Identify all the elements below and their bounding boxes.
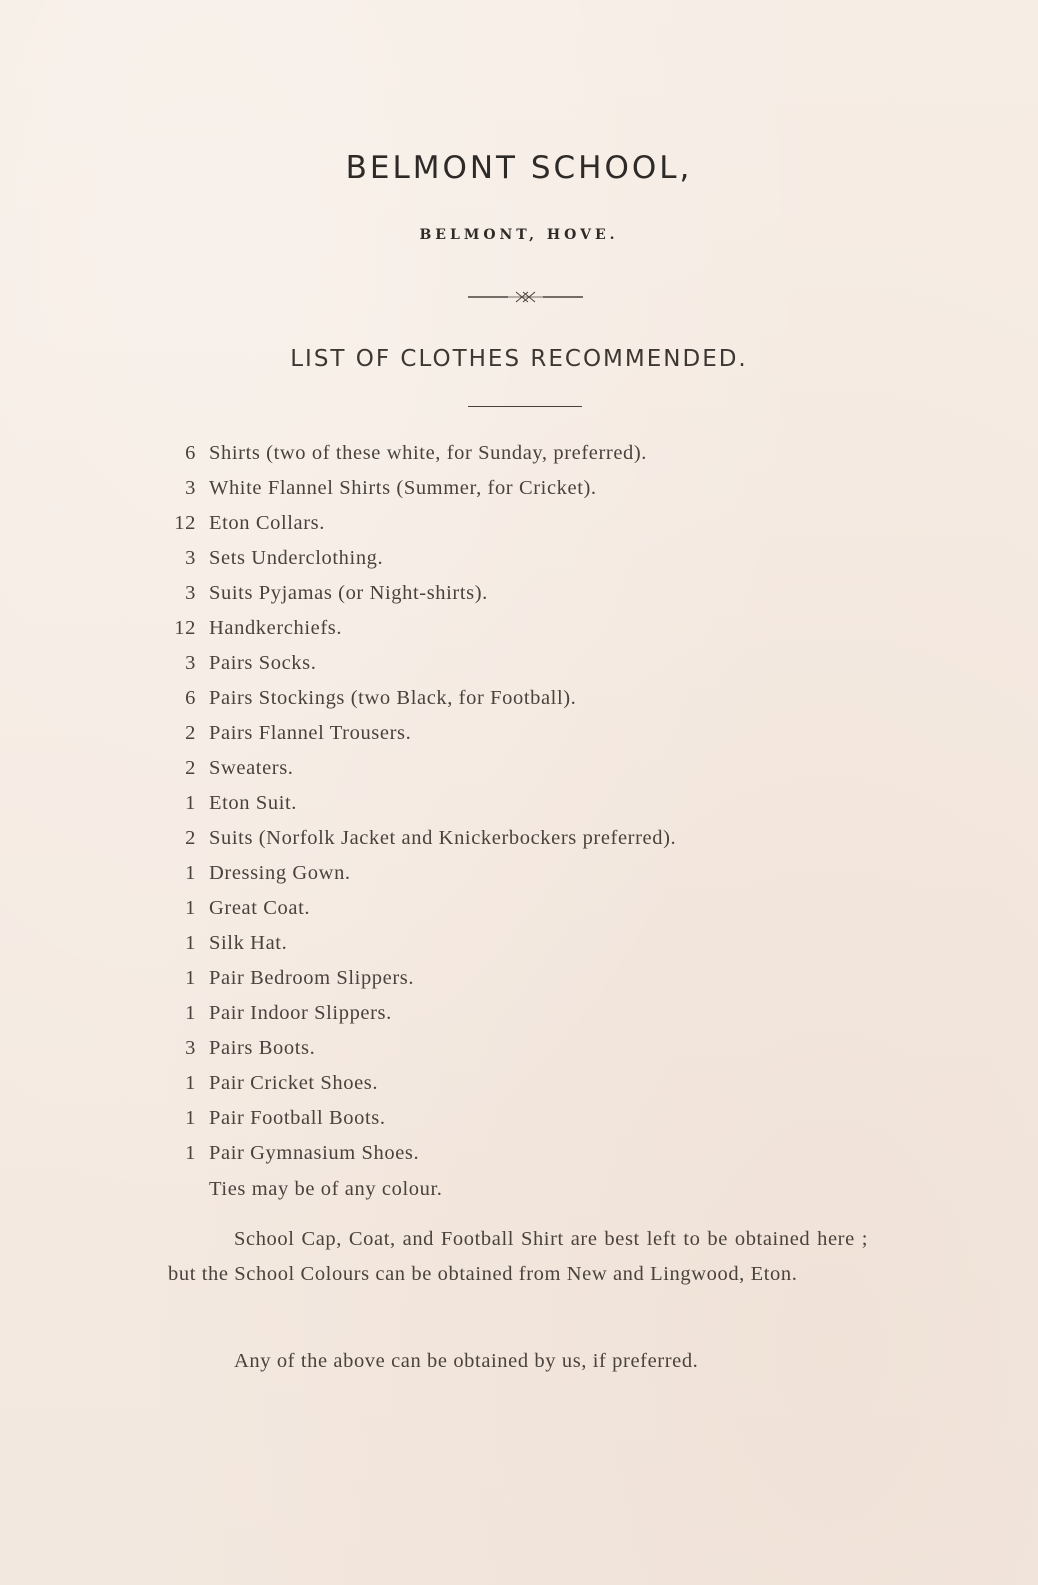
item-description: Handkerchiefs. bbox=[209, 617, 343, 639]
item-quantity: 1 bbox=[185, 792, 196, 814]
item-description: Pair Bedroom Slippers. bbox=[209, 967, 415, 989]
item-quantity: 12 bbox=[174, 512, 196, 534]
list-item bbox=[165, 891, 885, 926]
item-description: Silk Hat. bbox=[209, 932, 288, 954]
item-description: Great Coat. bbox=[209, 897, 311, 919]
school-colours-paragraph: School Cap, Coat, and Football Shirt are best left to be obtained here ; but the School Colours can be obtained from New and Lingwood, Eton. bbox=[168, 1228, 868, 1285]
item-quantity: 2 bbox=[185, 722, 196, 744]
item-quantity: 1 bbox=[185, 897, 196, 919]
item-quantity: 3 bbox=[185, 582, 196, 604]
list-item bbox=[165, 1101, 885, 1136]
list-heading: LIST OF CLOTHES RECOMMENDED. bbox=[290, 346, 748, 372]
item-quantity: 6 bbox=[185, 442, 196, 464]
item-description: Eton Suit. bbox=[209, 792, 298, 814]
list-item bbox=[165, 576, 885, 611]
heading-rule bbox=[468, 406, 582, 407]
list-item bbox=[165, 961, 885, 996]
item-description: Dressing Gown. bbox=[209, 862, 351, 884]
list-item bbox=[165, 541, 885, 576]
item-description: Pairs Flannel Trousers. bbox=[209, 722, 412, 744]
item-quantity: 1 bbox=[185, 1107, 196, 1129]
list-item bbox=[165, 611, 885, 646]
item-description: Suits Pyjamas (or Night-shirts). bbox=[209, 582, 488, 604]
clothes-list bbox=[165, 436, 885, 1171]
ornament-divider bbox=[468, 289, 583, 305]
item-quantity: 12 bbox=[174, 617, 196, 639]
item-description: Shirts (two of these white, for Sunday, preferred). bbox=[209, 442, 648, 464]
item-description: White Flannel Shirts (Summer, for Cricket). bbox=[209, 477, 597, 499]
item-quantity: 3 bbox=[185, 1037, 196, 1059]
item-quantity: 3 bbox=[185, 547, 196, 569]
list-item bbox=[165, 786, 885, 821]
item-description: Pair Cricket Shoes. bbox=[209, 1072, 379, 1094]
list-item bbox=[165, 856, 885, 891]
item-quantity: 6 bbox=[185, 687, 196, 709]
list-item bbox=[165, 681, 885, 716]
list-item bbox=[165, 996, 885, 1031]
list-item bbox=[165, 821, 885, 856]
obtain-paragraph: Any of the above can be obtained by us, if preferred. bbox=[234, 1350, 699, 1372]
list-item bbox=[165, 471, 885, 506]
item-quantity: 2 bbox=[185, 827, 196, 849]
item-quantity: 1 bbox=[185, 1142, 196, 1164]
item-quantity: 1 bbox=[185, 932, 196, 954]
school-title: BELMONT SCHOOL, bbox=[345, 150, 693, 186]
item-quantity: 1 bbox=[185, 1002, 196, 1024]
item-description: Pair Indoor Slippers. bbox=[209, 1002, 392, 1024]
item-description: Suits (Norfolk Jacket and Knickerbockers preferred). bbox=[209, 827, 677, 849]
list-item bbox=[165, 1136, 885, 1171]
list-item bbox=[165, 1031, 885, 1066]
item-description: Pairs Boots. bbox=[209, 1037, 316, 1059]
ties-note: Ties may be of any colour. bbox=[209, 1178, 443, 1200]
item-description: Sweaters. bbox=[209, 757, 294, 779]
item-description: Sets Underclothing. bbox=[209, 547, 384, 569]
item-quantity: 3 bbox=[185, 477, 196, 499]
item-description: Pair Gymnasium Shoes. bbox=[209, 1142, 420, 1164]
list-item bbox=[165, 716, 885, 751]
item-quantity: 1 bbox=[185, 967, 196, 989]
item-quantity: 1 bbox=[185, 1072, 196, 1094]
list-item bbox=[165, 751, 885, 786]
item-description: Pair Football Boots. bbox=[209, 1107, 386, 1129]
list-item bbox=[165, 506, 885, 541]
list-item bbox=[165, 926, 885, 961]
item-quantity: 1 bbox=[185, 862, 196, 884]
item-description: Eton Collars. bbox=[209, 512, 325, 534]
item-description: Pairs Socks. bbox=[209, 652, 317, 674]
item-quantity: 2 bbox=[185, 757, 196, 779]
item-description: Pairs Stockings (two Black, for Football). bbox=[209, 687, 577, 709]
list-item bbox=[165, 1066, 885, 1101]
item-quantity: 3 bbox=[185, 652, 196, 674]
list-item bbox=[165, 646, 885, 681]
school-address: BELMONT, HOVE. bbox=[419, 227, 619, 243]
list-item bbox=[165, 436, 885, 471]
